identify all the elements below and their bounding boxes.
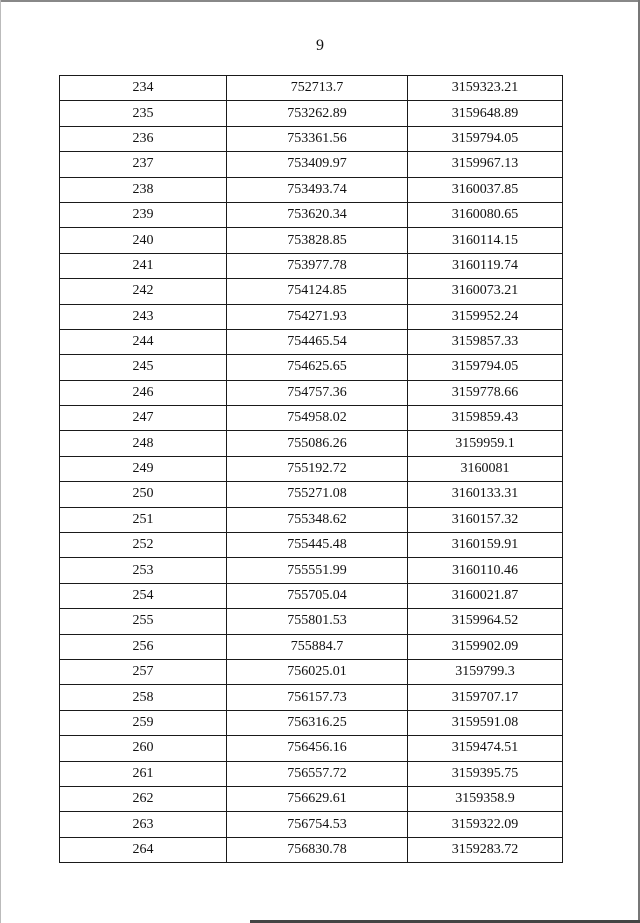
y-coordinate-cell: 3160021.87	[408, 583, 563, 608]
point-number-cell: 251	[60, 507, 227, 532]
table-row	[60, 126, 563, 151]
table-row	[60, 609, 563, 634]
point-number-cell: 236	[60, 126, 227, 151]
y-coordinate-cell: 3159322.09	[408, 812, 563, 837]
table-row	[60, 786, 563, 811]
point-number-cell: 247	[60, 406, 227, 431]
y-coordinate-cell: 3160159.91	[408, 533, 563, 558]
table-row	[60, 228, 563, 253]
coordinate-table-body	[60, 76, 563, 863]
point-number-cell: 244	[60, 329, 227, 354]
y-coordinate-cell: 3159707.17	[408, 685, 563, 710]
point-number-cell: 246	[60, 380, 227, 405]
point-number-cell: 253	[60, 558, 227, 583]
table-row	[60, 812, 563, 837]
table-row	[60, 329, 563, 354]
table-row	[60, 837, 563, 862]
table-row	[60, 736, 563, 761]
y-coordinate-cell: 3159799.3	[408, 659, 563, 684]
table-row	[60, 152, 563, 177]
y-coordinate-cell: 3159358.9	[408, 786, 563, 811]
x-coordinate-cell: 755801.53	[227, 609, 408, 634]
point-number-cell: 240	[60, 228, 227, 253]
y-coordinate-cell: 3160157.32	[408, 507, 563, 532]
y-coordinate-cell: 3160110.46	[408, 558, 563, 583]
y-coordinate-cell: 3159967.13	[408, 152, 563, 177]
x-coordinate-cell: 756316.25	[227, 710, 408, 735]
y-coordinate-cell: 3159959.1	[408, 431, 563, 456]
page-number: 9	[316, 37, 324, 54]
x-coordinate-cell: 753977.78	[227, 253, 408, 278]
y-coordinate-cell: 3160080.65	[408, 202, 563, 227]
table-row	[60, 101, 563, 126]
y-coordinate-cell: 3160037.85	[408, 177, 563, 202]
y-coordinate-cell: 3160133.31	[408, 482, 563, 507]
scan-edge-top	[0, 0, 640, 2]
y-coordinate-cell: 3159591.08	[408, 710, 563, 735]
y-coordinate-cell: 3159857.33	[408, 329, 563, 354]
x-coordinate-cell: 755884.7	[227, 634, 408, 659]
point-number-cell: 241	[60, 253, 227, 278]
y-coordinate-cell: 3160114.15	[408, 228, 563, 253]
table-row	[60, 279, 563, 304]
point-number-cell: 256	[60, 634, 227, 659]
table-row	[60, 177, 563, 202]
y-coordinate-cell: 3159283.72	[408, 837, 563, 862]
x-coordinate-cell: 755192.72	[227, 456, 408, 481]
point-number-cell: 235	[60, 101, 227, 126]
x-coordinate-cell: 756754.53	[227, 812, 408, 837]
y-coordinate-cell: 3160119.74	[408, 253, 563, 278]
point-number-cell: 259	[60, 710, 227, 735]
table-row	[60, 558, 563, 583]
table-row	[60, 406, 563, 431]
x-coordinate-cell: 755705.04	[227, 583, 408, 608]
x-coordinate-cell: 755348.62	[227, 507, 408, 532]
y-coordinate-cell: 3159648.89	[408, 101, 563, 126]
coordinate-table	[59, 75, 563, 863]
table-row	[60, 634, 563, 659]
point-number-cell: 252	[60, 533, 227, 558]
point-number-cell: 243	[60, 304, 227, 329]
point-number-cell: 263	[60, 812, 227, 837]
x-coordinate-cell: 756025.01	[227, 659, 408, 684]
point-number-cell: 264	[60, 837, 227, 862]
table-row	[60, 456, 563, 481]
table-row	[60, 710, 563, 735]
table-row	[60, 583, 563, 608]
point-number-cell: 261	[60, 761, 227, 786]
point-number-cell: 262	[60, 786, 227, 811]
y-coordinate-cell: 3160073.21	[408, 279, 563, 304]
y-coordinate-cell: 3159395.75	[408, 761, 563, 786]
table-row	[60, 76, 563, 101]
x-coordinate-cell: 756557.72	[227, 761, 408, 786]
table-row	[60, 355, 563, 380]
y-coordinate-cell: 3159794.05	[408, 355, 563, 380]
point-number-cell: 254	[60, 583, 227, 608]
x-coordinate-cell: 753262.89	[227, 101, 408, 126]
x-coordinate-cell: 754757.36	[227, 380, 408, 405]
x-coordinate-cell: 755551.99	[227, 558, 408, 583]
point-number-cell: 257	[60, 659, 227, 684]
table-row	[60, 659, 563, 684]
x-coordinate-cell: 752713.7	[227, 76, 408, 101]
x-coordinate-cell: 755271.08	[227, 482, 408, 507]
y-coordinate-cell: 3159859.43	[408, 406, 563, 431]
point-number-cell: 260	[60, 736, 227, 761]
x-coordinate-cell: 754958.02	[227, 406, 408, 431]
y-coordinate-cell: 3159794.05	[408, 126, 563, 151]
point-number-cell: 245	[60, 355, 227, 380]
y-coordinate-cell: 3159964.52	[408, 609, 563, 634]
point-number-cell: 242	[60, 279, 227, 304]
point-number-cell: 238	[60, 177, 227, 202]
x-coordinate-cell: 755086.26	[227, 431, 408, 456]
y-coordinate-cell: 3159474.51	[408, 736, 563, 761]
x-coordinate-cell: 754465.54	[227, 329, 408, 354]
x-coordinate-cell: 755445.48	[227, 533, 408, 558]
scan-edge-left	[0, 0, 1, 923]
x-coordinate-cell: 753493.74	[227, 177, 408, 202]
point-number-cell: 239	[60, 202, 227, 227]
y-coordinate-cell: 3159778.66	[408, 380, 563, 405]
table-row	[60, 202, 563, 227]
x-coordinate-cell: 753361.56	[227, 126, 408, 151]
table-row	[60, 685, 563, 710]
x-coordinate-cell: 756830.78	[227, 837, 408, 862]
point-number-cell: 258	[60, 685, 227, 710]
y-coordinate-cell: 3159323.21	[408, 76, 563, 101]
table-row	[60, 304, 563, 329]
y-coordinate-cell: 3159902.09	[408, 634, 563, 659]
point-number-cell: 249	[60, 456, 227, 481]
x-coordinate-cell: 754124.85	[227, 279, 408, 304]
table-row	[60, 533, 563, 558]
x-coordinate-cell: 753828.85	[227, 228, 408, 253]
table-row	[60, 482, 563, 507]
table-row	[60, 380, 563, 405]
point-number-cell: 250	[60, 482, 227, 507]
x-coordinate-cell: 753620.34	[227, 202, 408, 227]
x-coordinate-cell: 756456.16	[227, 736, 408, 761]
table-row	[60, 761, 563, 786]
x-coordinate-cell: 754271.93	[227, 304, 408, 329]
x-coordinate-cell: 753409.97	[227, 152, 408, 177]
table-row	[60, 507, 563, 532]
point-number-cell: 234	[60, 76, 227, 101]
point-number-cell: 248	[60, 431, 227, 456]
point-number-cell: 237	[60, 152, 227, 177]
x-coordinate-cell: 754625.65	[227, 355, 408, 380]
x-coordinate-cell: 756629.61	[227, 786, 408, 811]
y-coordinate-cell: 3159952.24	[408, 304, 563, 329]
y-coordinate-cell: 3160081	[408, 456, 563, 481]
table-row	[60, 253, 563, 278]
point-number-cell: 255	[60, 609, 227, 634]
table-row	[60, 431, 563, 456]
x-coordinate-cell: 756157.73	[227, 685, 408, 710]
